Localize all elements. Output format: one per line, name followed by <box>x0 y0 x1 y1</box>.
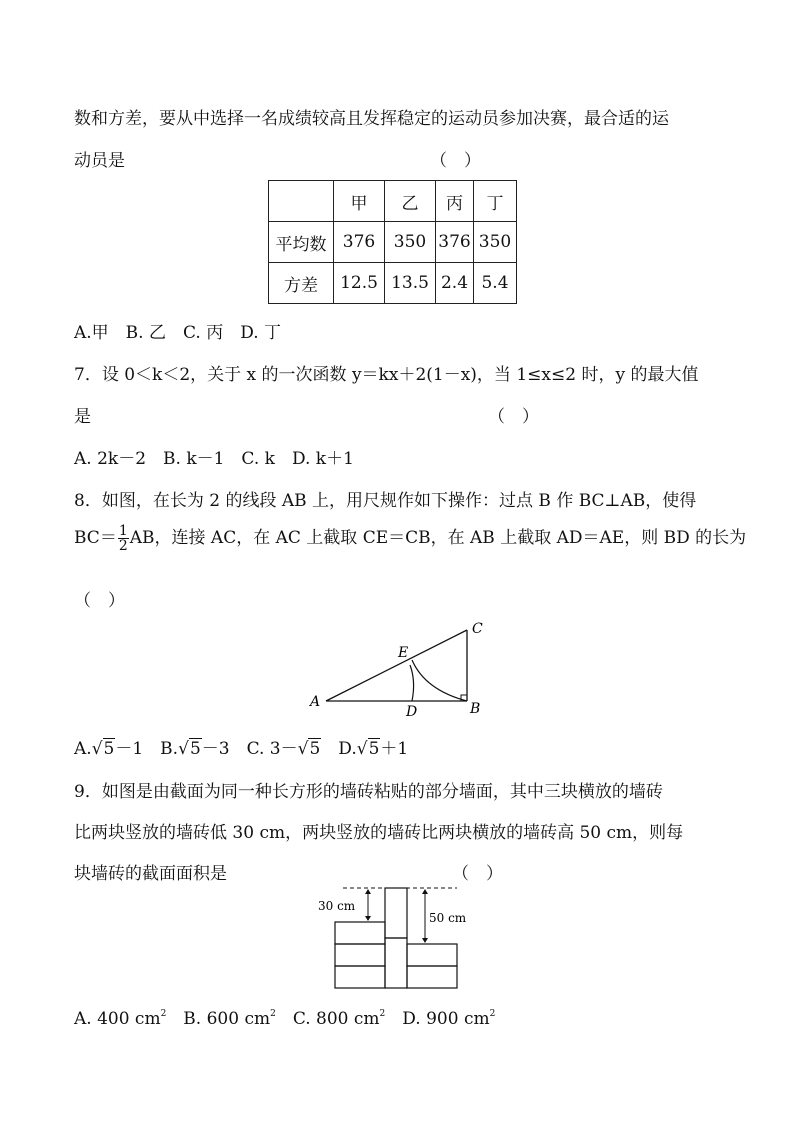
q8-text-line2 <box>74 523 746 553</box>
table-cell: 方差 <box>269 263 334 304</box>
option-d: D. 900 cm <box>385 1009 490 1029</box>
q6-text-line1: 数和方差，要从中选择一名成绩较高且发挥稳定的运动员参加决赛，最合适的运 <box>74 109 669 129</box>
horizontal-tile <box>407 966 457 988</box>
radicand: 5 <box>103 739 115 759</box>
q7-text-line1: 7．设 0＜k＜2，关于 x 的一次函数 y＝kx＋2(1－x)，当 1≤x≤2 时，y 的最大值 <box>74 365 699 385</box>
table-row <box>269 222 517 263</box>
unit-superscript: 2 <box>379 1009 386 1019</box>
table-cell <box>269 181 334 222</box>
option-d-label: D. <box>321 739 357 759</box>
table-cell: 平均数 <box>269 222 334 263</box>
table-cell: 5.4 <box>474 263 517 304</box>
label-30cm: 30 cm <box>318 899 356 913</box>
q9-answer-paren: （ ） <box>452 864 503 884</box>
radicand: 5 <box>368 739 380 759</box>
point-c-label: C <box>472 621 483 637</box>
table-cell: 13.5 <box>385 263 436 304</box>
q6-options: A.甲 B. 乙 C. 丙 D. 丁 <box>74 323 282 343</box>
vertical-tile <box>385 888 407 938</box>
q6-text-line2: 动员是 <box>74 151 125 171</box>
option-d-rest: ＋1 <box>380 739 409 759</box>
sqrt-symbol: √5 <box>297 739 321 759</box>
horizontal-tile <box>335 966 385 988</box>
q7-text-line2: 是 <box>74 407 91 427</box>
radicand: 5 <box>309 739 321 759</box>
sqrt-symbol: √5 <box>356 739 380 759</box>
option-b-label: B. <box>143 739 179 759</box>
option-c-label: C. 3－ <box>229 739 298 759</box>
point-e-label: E <box>398 645 409 661</box>
table-row <box>269 263 517 304</box>
sqrt-symbol: √5 <box>178 739 201 759</box>
unit-superscript: 2 <box>489 1009 496 1019</box>
fraction-numerator: 1 <box>118 523 128 539</box>
q7-answer-paren: （ ） <box>488 407 539 427</box>
q7-options: A. 2k－2 B. k－1 C. k D. k＋1 <box>74 449 354 469</box>
q8-options <box>74 734 408 759</box>
label-50cm: 50 cm <box>429 911 467 925</box>
table-cell: 甲 <box>334 181 385 222</box>
q9-text-line3: 块墙砖的截面面积是 <box>74 864 227 884</box>
vertical-tile <box>385 938 407 988</box>
horizontal-tile <box>335 922 385 944</box>
fraction-denominator: 2 <box>118 538 128 554</box>
segment-ac <box>326 630 467 701</box>
table-cell: 350 <box>385 222 436 263</box>
table-cell: 12.5 <box>334 263 385 304</box>
option-b: B. 600 cm <box>166 1009 271 1029</box>
q9-text-line2: 比两块竖放的墙砖低 30 cm，两块竖放的墙砖比两块横放的墙砖高 50 cm，则每 <box>74 823 684 843</box>
sqrt-symbol: √5 <box>91 739 115 759</box>
q9-text-line1: 9．如图是由截面为同一种长方形的墙砖粘贴的部分墙面，其中三块横放的墙砖 <box>74 782 663 802</box>
table-cell: 乙 <box>385 181 436 222</box>
point-a-label: A <box>310 694 321 710</box>
option-a-rest: －1 <box>115 739 144 759</box>
q6-score-table <box>268 180 517 304</box>
unit-superscript: 2 <box>160 1009 167 1019</box>
q8-line2-rest: AB，连接 AC，在 AC 上截取 CE＝CB，在 AB 上截取 AD＝AE，则 BD 的长为 <box>129 528 747 548</box>
q8-text-line1: 8．如图，在长为 2 的线段 AB 上，用尺规作如下操作：过点 B 作 BC⊥AB，使得 <box>74 491 697 511</box>
horizontal-tile <box>335 944 385 966</box>
table-cell: 丙 <box>436 181 474 222</box>
horizontal-tile <box>407 944 457 966</box>
q9-options <box>74 1004 495 1029</box>
table-header-row <box>269 181 517 222</box>
unit-superscript: 2 <box>270 1009 276 1019</box>
q8-triangle-figure <box>300 615 500 723</box>
q6-answer-paren: （ ） <box>430 151 481 171</box>
q9-wall-tiles-figure <box>315 882 475 992</box>
arc-ce <box>412 660 467 701</box>
one-half-fraction <box>118 524 129 553</box>
arc-ad <box>410 665 414 701</box>
option-a: A. 400 cm <box>74 1009 161 1029</box>
q8-answer-paren: （ ） <box>74 591 125 611</box>
table-cell: 350 <box>474 222 517 263</box>
point-b-label: B <box>470 701 481 717</box>
table-cell: 丁 <box>474 181 517 222</box>
option-b-rest: －3 <box>201 739 230 759</box>
table-cell: 376 <box>334 222 385 263</box>
radicand: 5 <box>189 739 201 759</box>
option-a-label: A. <box>74 739 92 759</box>
q8-bc-prefix: BC＝ <box>74 528 117 548</box>
point-d-label: D <box>406 704 418 720</box>
table-cell: 2.4 <box>436 263 474 304</box>
table-cell: 376 <box>436 222 474 263</box>
option-c: C. 800 cm <box>275 1009 380 1029</box>
